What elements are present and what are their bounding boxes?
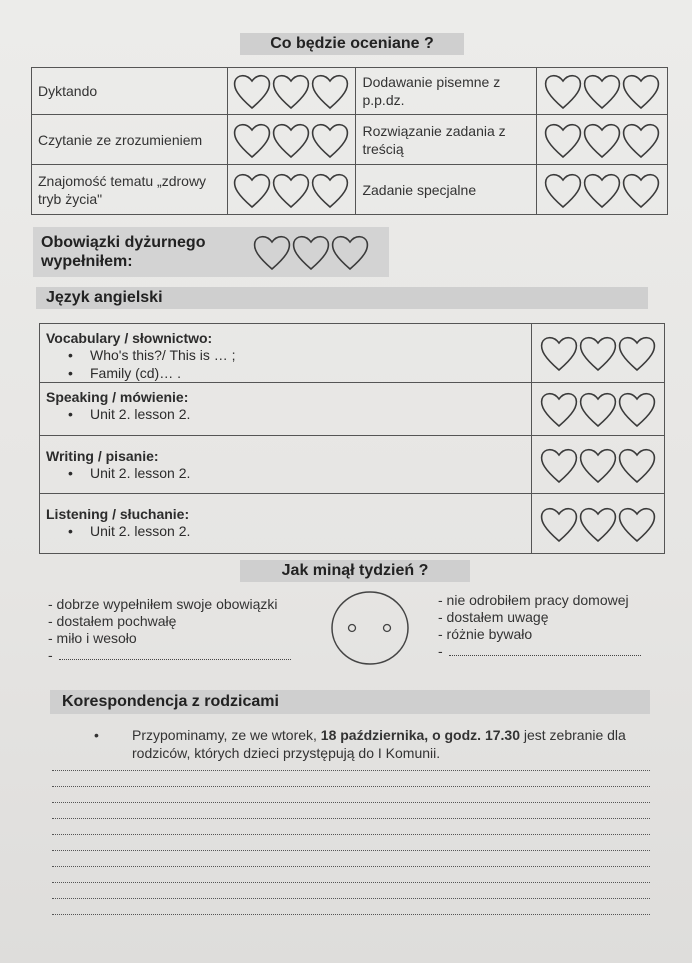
- assessment-title: [240, 33, 464, 55]
- list-item: - różnie bywało: [438, 626, 533, 642]
- hearts-rating[interactable]: [228, 71, 356, 111]
- hearts-cell: [532, 436, 665, 494]
- note-line-2: rodziców, których dzieci przystępują do I Komunii.: [132, 745, 441, 761]
- hearts-rating[interactable]: [532, 389, 664, 429]
- assessment-cell: [356, 115, 537, 165]
- heart-icon[interactable]: [546, 124, 581, 156]
- english-row-title: Listening / słuchanie:: [46, 506, 190, 522]
- english-cell: [40, 494, 532, 554]
- note-text: Przypominamy, ze we wtorek,: [132, 727, 321, 743]
- hearts-cell: [227, 68, 356, 115]
- note-line-1: [112, 726, 657, 744]
- heart-icon[interactable]: [274, 76, 309, 108]
- ruled-line[interactable]: [52, 770, 650, 771]
- heart-icon[interactable]: [624, 76, 659, 108]
- heart-icon[interactable]: [585, 76, 620, 108]
- heart-icon[interactable]: [235, 76, 270, 108]
- hearts-rating[interactable]: [228, 170, 356, 210]
- heart-icon[interactable]: [624, 174, 659, 206]
- blank-line[interactable]: [449, 655, 641, 656]
- hearts-cell: [537, 115, 668, 165]
- ruled-line[interactable]: [52, 898, 650, 899]
- heart-icon[interactable]: [624, 124, 659, 156]
- hearts-rating[interactable]: [537, 170, 667, 210]
- assessment-cell: [32, 115, 228, 165]
- heart-icon[interactable]: [581, 508, 616, 540]
- english-item-list: [40, 405, 531, 423]
- heart-icon[interactable]: [581, 338, 616, 370]
- hearts-rating[interactable]: [532, 445, 664, 485]
- ruled-line[interactable]: [52, 802, 650, 803]
- week-title-text: Jak minął tydzień ?: [281, 562, 429, 579]
- heart-icon[interactable]: [274, 124, 309, 156]
- heart-icon[interactable]: [546, 76, 581, 108]
- heart-icon[interactable]: [313, 76, 348, 108]
- heart-icon[interactable]: [274, 174, 309, 206]
- hearts-cell: [227, 115, 356, 165]
- skill-label: Dyktando: [38, 83, 98, 99]
- bullet-icon: •: [94, 727, 99, 743]
- list-item: - dobrze wypełniłem swoje obowiązki: [48, 596, 278, 612]
- ruled-line[interactable]: [52, 882, 650, 883]
- heart-icon[interactable]: [313, 124, 348, 156]
- duty-label: Obowiązki dyżurnego wypełniłem:: [41, 234, 206, 270]
- week-positive-list: [48, 596, 298, 664]
- blank-line[interactable]: [59, 659, 291, 660]
- ruled-line[interactable]: [52, 818, 650, 819]
- skill-label: Czytanie ze zrozumieniem: [38, 131, 203, 148]
- hearts-rating[interactable]: [537, 120, 667, 160]
- assessment-row: [32, 165, 668, 215]
- english-title-text: Język angielski: [46, 289, 163, 306]
- hearts-cell: [537, 68, 668, 115]
- heart-icon[interactable]: [313, 174, 348, 206]
- assessment-cell: [32, 165, 228, 215]
- heart-icon[interactable]: [585, 124, 620, 156]
- skill-label: Znajomość tematu „zdrowy tryb życia": [38, 172, 207, 207]
- hearts-rating[interactable]: [251, 232, 371, 272]
- english-title: [36, 287, 648, 309]
- hearts-rating[interactable]: [532, 333, 664, 373]
- english-cell: [40, 383, 532, 436]
- hearts-cell: [532, 383, 665, 436]
- list-item: • Family (cd)… .: [90, 364, 531, 382]
- assessment-cell: [356, 68, 537, 115]
- english-cell: [40, 324, 532, 383]
- ruled-line[interactable]: [52, 834, 650, 835]
- heart-icon[interactable]: [581, 394, 616, 426]
- ruled-line[interactable]: [52, 850, 650, 851]
- assessment-row: [32, 115, 668, 165]
- english-row: [40, 494, 665, 554]
- list-item: - dostałem pochwałę: [48, 613, 177, 629]
- list-item: • Who's this?/ This is … ;: [90, 346, 531, 364]
- english-item-list: [40, 464, 531, 482]
- heart-icon[interactable]: [333, 237, 368, 269]
- ruled-line[interactable]: [52, 914, 650, 915]
- heart-icon[interactable]: [581, 449, 616, 481]
- dash: -: [48, 647, 53, 663]
- heart-icon[interactable]: [585, 174, 620, 206]
- english-row: [40, 383, 665, 436]
- assessment-row: [32, 68, 668, 115]
- english-row: [40, 436, 665, 494]
- hearts-rating[interactable]: [228, 120, 356, 160]
- list-item: - miło i wesoło: [48, 630, 137, 646]
- list-item: - dostałem uwagę: [438, 609, 549, 625]
- note-text: jest zebranie dla: [519, 727, 626, 743]
- heart-icon[interactable]: [542, 394, 577, 426]
- hearts-cell: [532, 494, 665, 554]
- face-icon[interactable]: [330, 590, 412, 670]
- heart-icon[interactable]: [255, 237, 290, 269]
- heart-icon[interactable]: [620, 449, 655, 481]
- week-negative-list: [438, 592, 658, 660]
- heart-icon[interactable]: [294, 237, 329, 269]
- heart-icon[interactable]: [620, 338, 655, 370]
- assessment-title-text: Co będzie oceniane ?: [270, 35, 434, 52]
- ruled-line[interactable]: [52, 866, 650, 867]
- english-item-list: [40, 522, 531, 540]
- list-item-blank[interactable]: [438, 643, 658, 660]
- heart-icon[interactable]: [542, 338, 577, 370]
- heart-icon[interactable]: [546, 174, 581, 206]
- skill-label: Dodawanie pisemne z p.p.dz.: [362, 74, 501, 108]
- hearts-cell: [227, 165, 356, 215]
- list-item: - nie odrobiłem pracy domowej: [438, 592, 629, 608]
- heart-icon[interactable]: [235, 174, 270, 206]
- list-item: • Unit 2. lesson 2.: [90, 405, 531, 423]
- heart-icon[interactable]: [620, 508, 655, 540]
- english-row-title: Vocabulary / słownictwo:: [46, 330, 213, 346]
- hearts-cell: [537, 165, 668, 215]
- english-row-title: Writing / pisanie:: [46, 448, 159, 464]
- heart-icon[interactable]: [620, 394, 655, 426]
- assessment-table: [31, 67, 668, 215]
- correspondence-title: [50, 690, 650, 714]
- heart-icon[interactable]: [542, 449, 577, 481]
- skill-label: Rozwiązanie zadania z treścią: [362, 122, 506, 157]
- correspondence-title-text: Korespondencja z rodzicami: [62, 693, 279, 710]
- list-item: • Unit 2. lesson 2.: [90, 522, 531, 540]
- english-cell: [40, 436, 532, 494]
- skill-label: Zadanie specjalne: [362, 181, 477, 198]
- duty-bar: [33, 227, 389, 277]
- english-table: [39, 323, 665, 554]
- list-item-blank[interactable]: [48, 647, 298, 664]
- hearts-cell: [532, 324, 665, 383]
- ruled-line[interactable]: [52, 786, 650, 787]
- correspondence-note: [94, 726, 657, 762]
- assessment-cell: [32, 68, 228, 115]
- heart-icon[interactable]: [235, 124, 270, 156]
- assessment-cell: [356, 165, 537, 215]
- english-row-title: Speaking / mówienie:: [46, 389, 189, 405]
- heart-icon[interactable]: [542, 508, 577, 540]
- english-item-list: [40, 346, 531, 382]
- hearts-rating[interactable]: [532, 504, 664, 544]
- week-title: [240, 560, 470, 582]
- meeting-date: 18 października, o godz. 17.30: [320, 727, 520, 743]
- hearts-rating[interactable]: [537, 71, 667, 111]
- list-item: • Unit 2. lesson 2.: [90, 464, 531, 482]
- dash: -: [438, 643, 443, 659]
- english-row: [40, 324, 665, 383]
